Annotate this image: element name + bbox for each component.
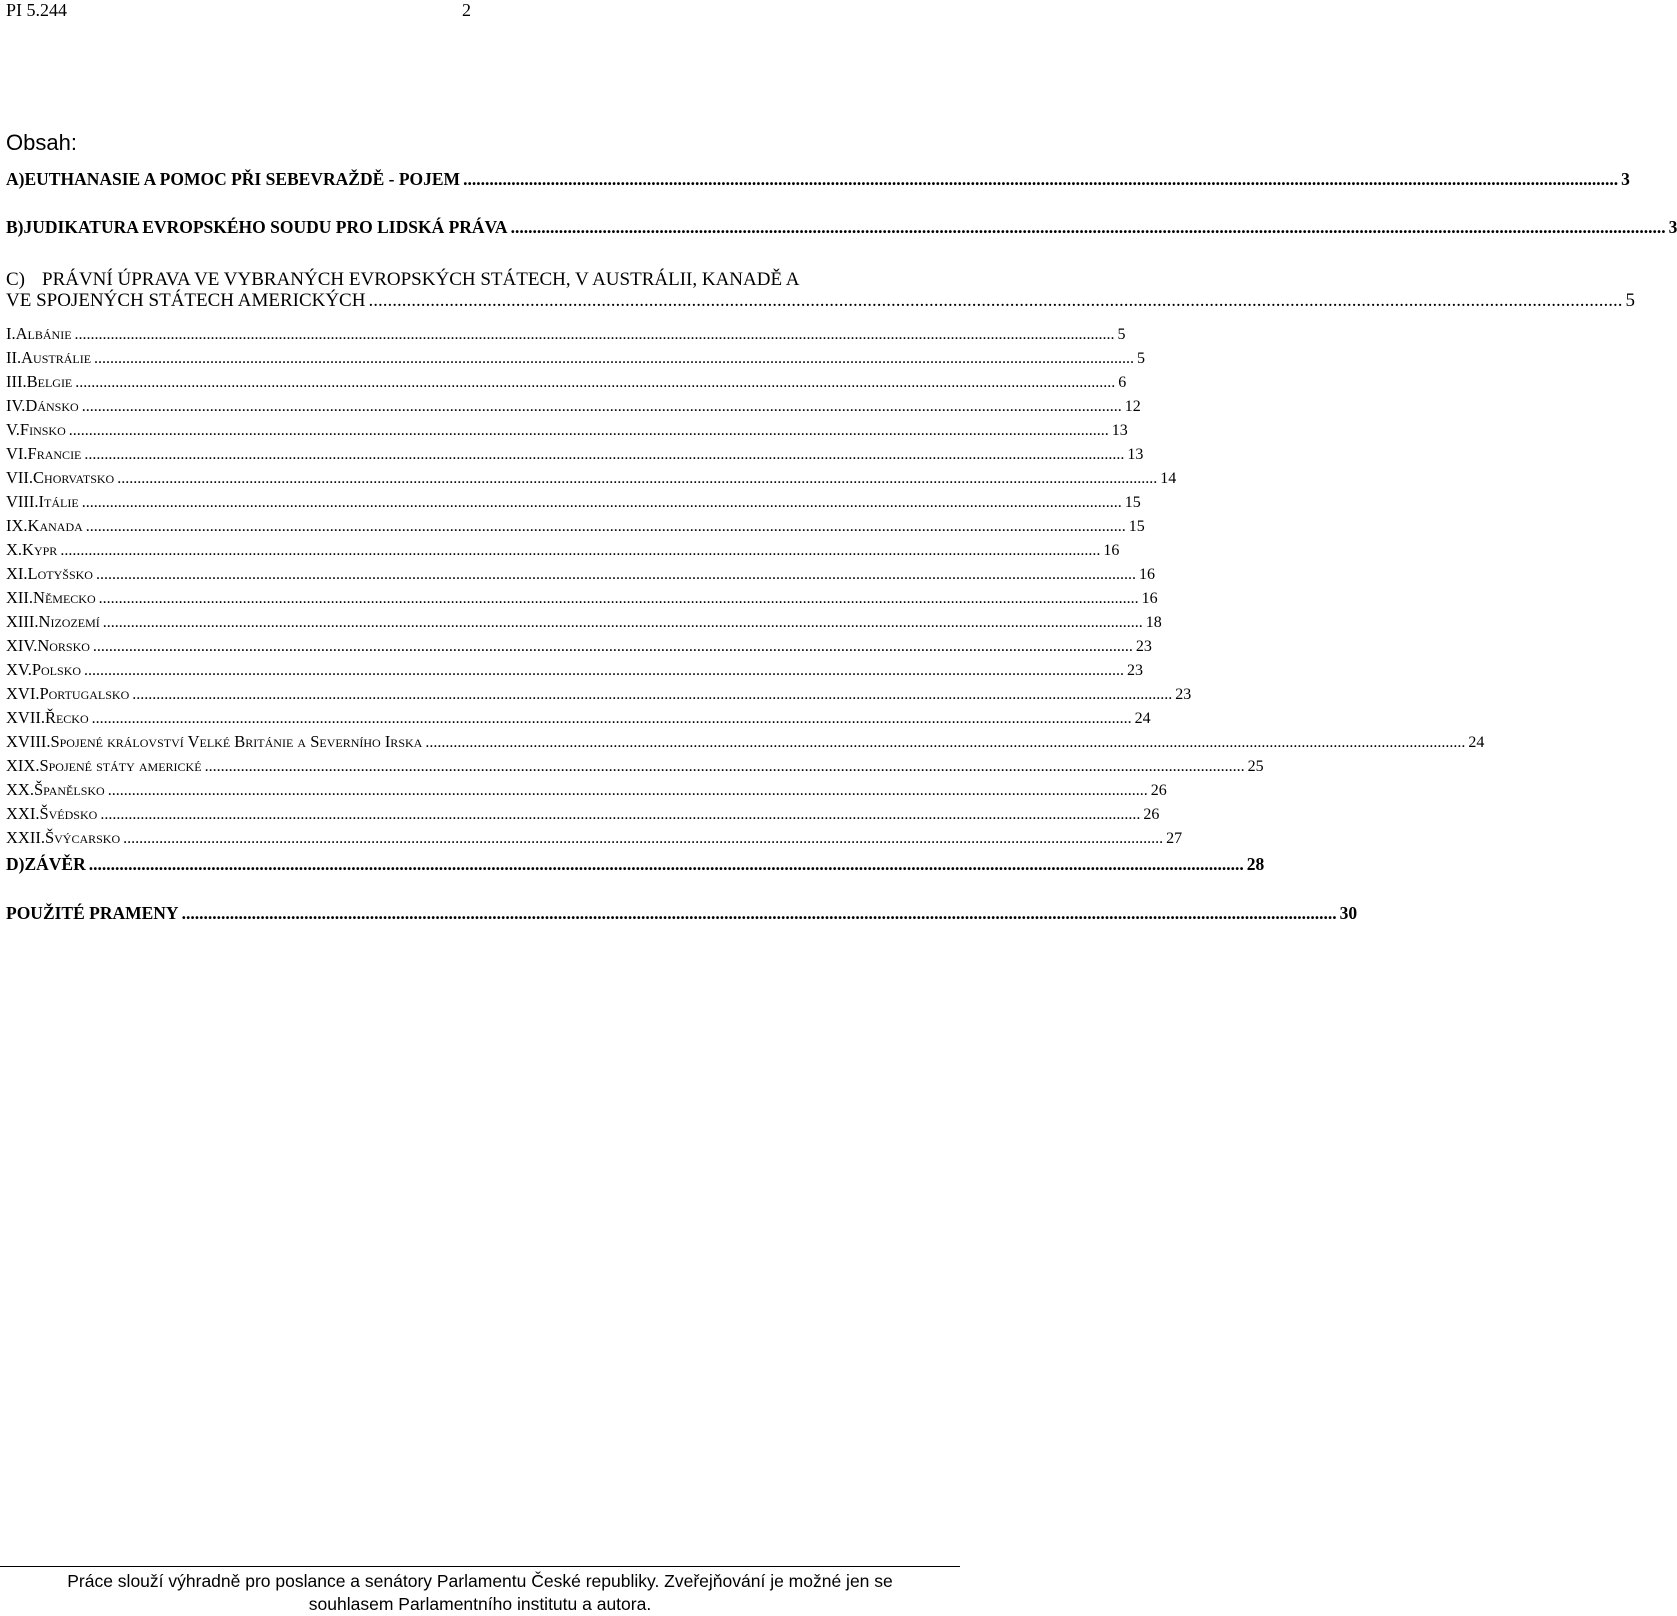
toc-subitem[interactable]	[6, 563, 1155, 586]
toc-subitem-number: III.	[6, 372, 27, 391]
toc-subitem[interactable]	[6, 467, 1177, 490]
toc-subitem-page: 14	[1160, 470, 1177, 487]
toc-subitem-number: XX.	[6, 780, 34, 799]
toc-subitem-number: XIII.	[6, 612, 39, 631]
toc-subitem-number: IV.	[6, 396, 26, 415]
footer-line-2: souhlasem Parlamentního institutu a autora.	[308, 1594, 652, 1614]
toc-subitem[interactable]	[6, 755, 1264, 778]
toc-subitem-number: X.	[6, 540, 23, 559]
toc-subitem-page: 16	[1103, 542, 1120, 559]
toc-subitem-name: Spojené království Velké Británie a Severního Irska	[50, 732, 423, 751]
toc-subitem-number: XXI.	[6, 804, 40, 823]
toc-subitem[interactable]	[6, 707, 1151, 730]
toc-subitem-name: Polsko	[31, 660, 82, 679]
toc-entry-a[interactable]	[6, 168, 1630, 190]
dot-leader: ....................................................................................................................................................................................................................................................................	[102, 614, 1143, 631]
page-number: 2	[462, 0, 471, 20]
toc-subitem-name: Lotyšsko	[27, 564, 93, 583]
toc-subitem-name: Nizozemí	[38, 612, 100, 631]
toc-entry-sources[interactable]	[6, 902, 1358, 924]
dot-leader: ....................................................................................................................................................................................................................................................................	[132, 686, 1173, 703]
toc-page: 5	[1625, 290, 1635, 311]
dot-leader: ....................................................................................................................................................................................................................................................................	[84, 446, 1125, 463]
toc-title-text: ZÁVĚR	[24, 854, 86, 874]
toc-subitem-name: Norsko	[37, 636, 90, 655]
toc-subitem-number: XVII.	[6, 708, 45, 727]
toc-subitem-number: VII.	[6, 468, 34, 487]
toc-subitem-number: XVI.	[6, 684, 40, 703]
toc-subitem-name: Španělsko	[33, 780, 105, 799]
toc-subitem-name: Kypr	[22, 540, 58, 559]
dot-leader: ....................................................................................................................................................................................................................................................................	[94, 350, 1135, 367]
toc-subitem-page: 26	[1143, 806, 1160, 823]
dot-leader: ....................................................................................................................................................................................................................................................................	[74, 326, 1115, 343]
dot-leader: ....................................................................................................................................................................................................................................................................	[100, 806, 1141, 823]
dot-leader: ....................................................................................................................................................................................................................................................................	[75, 374, 1116, 391]
toc-subitem-name: Austrálie	[21, 348, 92, 367]
dot-leader: ....................................................................................................................................................................................................................................................................	[123, 830, 1164, 847]
dot-leader: ....................................................................................................................................................................................................................................................................	[91, 710, 1132, 727]
toc-subitem-page: 16	[1138, 566, 1155, 583]
toc-subitem-name: Kanada	[27, 516, 83, 535]
dot-leader: ....................................................................................................................................................................................................................................................................	[98, 590, 1139, 607]
toc-subitem-number: XIV.	[6, 636, 38, 655]
dot-leader: ........................................................................................................................................................................................................................................................................	[463, 169, 1619, 189]
toc-subitem-number: XI.	[6, 564, 28, 583]
toc-subitem-number: VIII.	[6, 492, 39, 511]
dot-leader: ....................................................................................................................................................................................................................................................................	[68, 422, 1109, 439]
toc-title-text: POUŽITÉ PRAMENY	[6, 903, 179, 923]
toc-subitem[interactable]	[6, 347, 1146, 370]
toc-subitem-page: 18	[1145, 614, 1162, 631]
toc-entry-d[interactable]	[6, 853, 1265, 875]
dot-leader: ....................................................................................................................................................................................................................................................................	[81, 398, 1122, 415]
toc-subitem[interactable]	[6, 323, 1126, 346]
toc-subitem[interactable]	[6, 731, 1485, 754]
toc-entry-b[interactable]	[6, 216, 1677, 238]
toc-subitem-page: 26	[1150, 782, 1167, 799]
toc-letter: B)	[6, 217, 24, 237]
toc-subitem-page: 15	[1124, 494, 1141, 511]
dot-leader: ........................................................................................................................................................................................................................................................................	[510, 217, 1666, 237]
toc-subitem-page: 13	[1111, 422, 1128, 439]
toc-title-text: JUDIKATURA EVROPSKÉHO SOUDU PRO LIDSKÁ PRÁVA	[23, 217, 508, 237]
dot-leader: ....................................................................................................................................................................................................................................................................	[204, 758, 1245, 775]
toc-page: 3	[1621, 169, 1630, 189]
dot-leader: ....................................................................................................................................................................................................................................................................	[92, 638, 1133, 655]
dot-leader: ........................................................................................................................................................................................................................................................................	[368, 290, 1623, 311]
toc-subitem[interactable]	[6, 443, 1144, 466]
dot-leader: ....................................................................................................................................................................................................................................................................	[95, 566, 1136, 583]
toc-subitem[interactable]	[6, 587, 1158, 610]
toc-subitem-name: Albánie	[15, 324, 72, 343]
toc-subitem-number: VI.	[6, 444, 28, 463]
toc-page: 3	[1668, 217, 1677, 237]
toc-title-line2	[6, 290, 1635, 312]
toc-subitem-number: XIX.	[6, 756, 40, 775]
toc-subitem-page: 25	[1247, 758, 1264, 775]
toc-subitem-page: 23	[1127, 662, 1144, 679]
toc-subitem-page: 23	[1135, 638, 1152, 655]
toc-subitem-number: V.	[6, 420, 20, 439]
toc-subitem-name: Spojené státy americké	[39, 756, 202, 775]
toc-subitem-page: 24	[1468, 734, 1485, 751]
toc-subitem-number: II.	[6, 348, 22, 367]
toc-subitem-number: XV.	[6, 660, 32, 679]
toc-subitem-name: Finsko	[19, 420, 66, 439]
toc-subitem-name: Itálie	[38, 492, 79, 511]
toc-subitem-page: 6	[1118, 374, 1127, 391]
toc-subitem-name: Řecko	[44, 708, 89, 727]
dot-leader: ....................................................................................................................................................................................................................................................................	[85, 518, 1126, 535]
dot-leader: ....................................................................................................................................................................................................................................................................	[425, 734, 1466, 751]
toc-subitem-number: XXII.	[6, 828, 45, 847]
toc-page: 28	[1246, 854, 1265, 874]
toc-subitem-name: Belgie	[26, 372, 73, 391]
toc-subitem[interactable]	[6, 371, 1127, 394]
toc-subitem-page: 23	[1175, 686, 1192, 703]
toc-subitem-page: 24	[1134, 710, 1151, 727]
toc-subitem[interactable]	[6, 611, 1162, 634]
toc-title-text: EUTHANASIE A POMOC PŘI SEBEVRAŽDĚ - POJEM	[24, 169, 461, 189]
footer-line-1: Práce slouží výhradně pro poslance a senátory Parlamentu České republiky. Zveřejňování je možné jen se	[67, 1571, 893, 1591]
toc-title: Obsah:	[6, 130, 77, 155]
toc-subitem[interactable]	[6, 419, 1128, 442]
dot-leader: ....................................................................................................................................................................................................................................................................	[60, 542, 1101, 559]
toc-subitem-number: XVIII.	[6, 732, 51, 751]
dot-leader: ....................................................................................................................................................................................................................................................................	[81, 494, 1122, 511]
toc-subitem-number: XII.	[6, 588, 34, 607]
toc-subitem-page: 16	[1141, 590, 1158, 607]
toc-letter: C)	[6, 269, 25, 290]
toc-letter: D)	[6, 854, 25, 874]
toc-subitem-name: Německo	[33, 588, 96, 607]
toc-subitem-name: Švýcarsko	[44, 828, 121, 847]
toc-subitem-name: Švédsko	[39, 804, 98, 823]
toc-subitem-page: 15	[1128, 518, 1145, 535]
toc-subitem-name: Chorvatsko	[33, 468, 115, 487]
toc-subitem[interactable]	[6, 683, 1192, 706]
toc-subitem-name: Portugalsko	[39, 684, 130, 703]
dot-leader: ........................................................................................................................................................................................................................................................................	[88, 854, 1244, 874]
footer-notice	[0, 1570, 960, 1616]
toc-subitem[interactable]	[6, 779, 1167, 802]
toc-subitem-page: 5	[1137, 350, 1146, 367]
footer-divider	[0, 1566, 960, 1567]
toc-letter: A)	[6, 169, 25, 189]
toc-subitem-name: Francie	[27, 444, 82, 463]
toc-subitem-page: 12	[1124, 398, 1141, 415]
toc-subitem[interactable]	[6, 515, 1145, 538]
toc-subitem-page: 27	[1166, 830, 1183, 847]
toc-subitem-name: Dánsko	[25, 396, 79, 415]
toc-subitem-page: 13	[1127, 446, 1144, 463]
toc-subitem[interactable]	[6, 539, 1120, 562]
toc-subitem[interactable]	[6, 395, 1141, 418]
toc-subitem[interactable]	[6, 659, 1144, 682]
toc-subitem-number: I.	[6, 324, 16, 343]
toc-subitem-number: IX.	[6, 516, 28, 535]
dot-leader: ....................................................................................................................................................................................................................................................................	[107, 782, 1148, 799]
document-id: PI 5.244	[6, 0, 68, 20]
toc-page: 30	[1339, 903, 1358, 923]
toc-subitem[interactable]	[6, 827, 1183, 850]
toc-subitem[interactable]	[6, 635, 1152, 658]
dot-leader: ........................................................................................................................................................................................................................................................................	[181, 903, 1337, 923]
toc-subitem-page: 5	[1117, 326, 1126, 343]
toc-subitem[interactable]	[6, 803, 1160, 826]
dot-leader: ....................................................................................................................................................................................................................................................................	[117, 470, 1158, 487]
toc-title-line1: C) PRÁVNÍ ÚPRAVA VE VYBRANÝCH EVROPSKÝCH STÁTECH, V AUSTRÁLII, KANADĚ A	[6, 269, 800, 290]
toc-subitem[interactable]	[6, 491, 1141, 514]
toc-title-text: VE SPOJENÝCH STÁTECH AMERICKÝCH	[6, 290, 366, 311]
dot-leader: ....................................................................................................................................................................................................................................................................	[84, 662, 1125, 679]
